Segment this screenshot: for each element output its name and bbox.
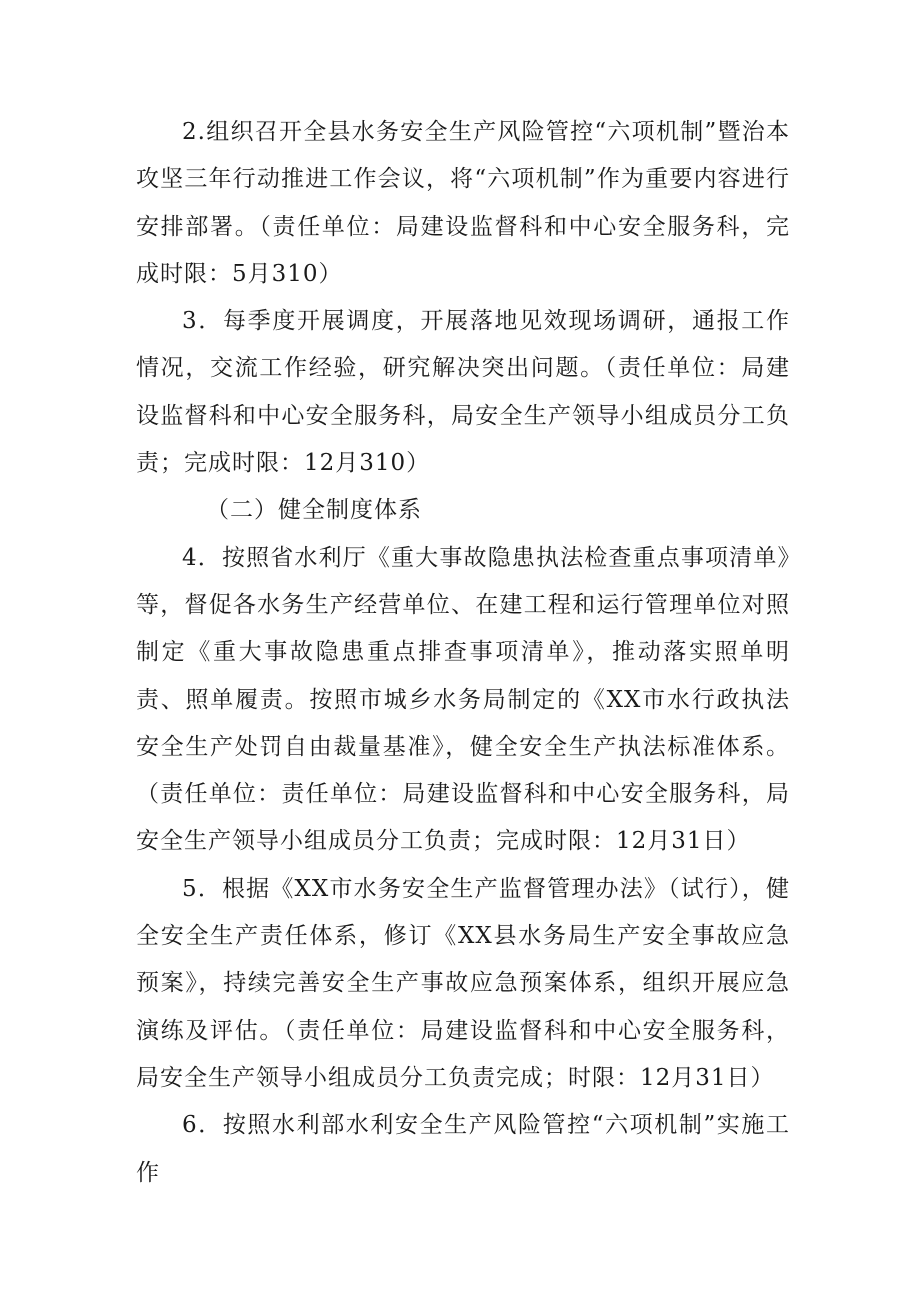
- paragraph-item-4: 4．按照省水利厅《重大事故隐患执法检查重点事项清单》等，督促各水务生产经营单位、在建工程和运行管理单位对照制定《重大事故隐患重点排查事项清单》，推动落实照单明责、照单履责。按照市城乡水务局制定的《XX市水行政执法安全生产处罚自由裁量基准》，健全安全生产执法标准体系。（责任单位：责任单位：局建设监督科和中心安全服务科，局安全生产领导小组成员分工负责；完成时限：12月31日）: [136, 544, 790, 855]
- paragraph-item-3: 3．每季度开展调度，开展落地见效现场调研，通报工作情况，交流工作经验，研究解决突出问题。（责任单位：局建设监督科和中心安全服务科，局安全生产领导小组成员分工负责；完成时限：12月310）: [136, 308, 790, 477]
- document-body: [136, 109, 790, 1197]
- paragraph-item-2: 2.组织召开全县水务安全生产风险管控“六项机制”暨治本攻坚三年行动推进工作会议，将“六项机制”作为重要内容进行安排部署。（责任单位：局建设监督科和中心安全服务科，完成时限：5月310）: [136, 119, 790, 287]
- paragraph-item-5: 5．根据《XX市水务安全生产监督管理办法》（试行），健全安全生产责任体系，修订《XX县水务局生产安全事故应急预案》，持续完善安全生产事故应急预案体系，组织开展应急演练及评估。（责任单位：局建设监督科和中心安全服务科，局安全生产领导小组成员分工负责完成；时限：12月31日）: [136, 875, 790, 1091]
- paragraph-item-6: 6．按照水利部水利安全生产风险管控“六项机制”实施工作: [136, 1112, 790, 1186]
- section-heading: （二）健全制度体系: [206, 497, 422, 524]
